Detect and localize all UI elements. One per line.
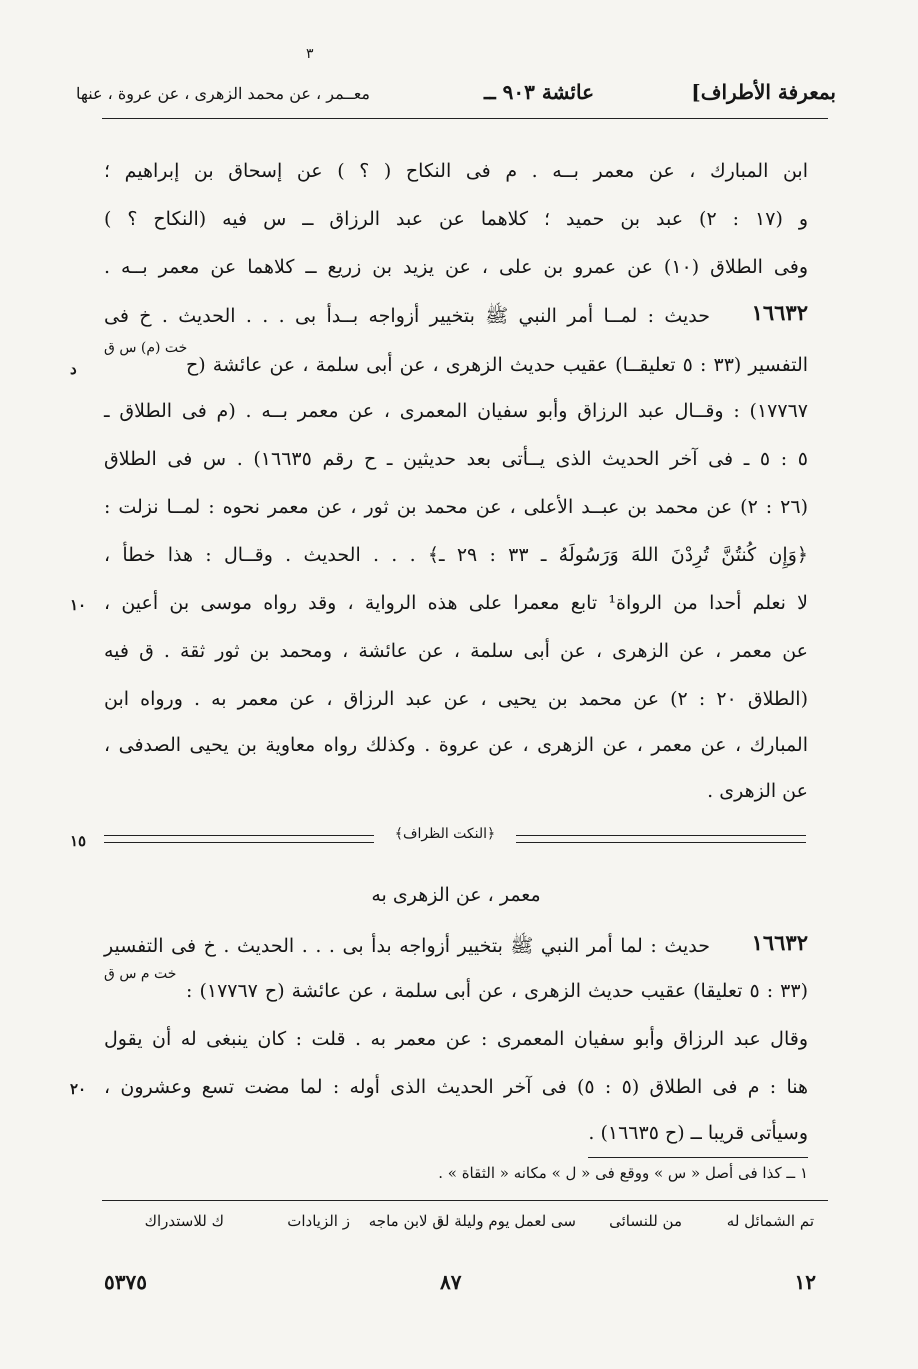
page-number-center: ٨٧ [440, 1270, 462, 1294]
divider-label: ﴿النكت الظراف﴾ [394, 826, 496, 842]
nukat-line-5: وسيأتى قريبا ــ (ح ١٦٦٣٥) . [588, 1122, 808, 1144]
running-head [75, 74, 836, 114]
body-line-8: (٢٦ : ٢) عن محمد بن عبــد الأعلى ، عن محمد بن ثور ، عن معمر نحوه : لمــا نزلت : [104, 496, 808, 518]
running-head-chain: معــمر ، عن محمد الزهرى ، عن عروة ، عنها [75, 84, 370, 103]
running-head-book: بمعرفة الأطراف] [691, 80, 836, 104]
line-number-10: ١٠ [70, 596, 87, 614]
legend-rule [102, 1200, 828, 1201]
body-line-14: عن الزهرى . [707, 780, 808, 802]
body-line-13: المبارك ، عن معمر ، عن الزهرى ، عن عروة . وكذلك رواه معاوية بن يحيى الصدفى ، [104, 734, 808, 756]
record-number-2: ١٦٦٣٢ [751, 930, 808, 955]
body-line-12: (الطلاق ٢٠ : ٢) عن محمد بن يحيى ، عن عبد الرزاق ، عن معمر به . ورواه ابن [104, 688, 808, 710]
body-line-10: لا نعلم أحدا من الرواة¹ تابع معمرا على هذه الرواية ، وقد رواه موسى بن أعين ، [104, 592, 809, 614]
header-rule [102, 118, 828, 119]
body-line-7: ٥ : ٥ ـ فى آخر الحديث الذى يــأتى بعد حديثين ـ ح رقم ١٦٦٣٥) . س فى الطلاق [104, 448, 808, 470]
section-divider [104, 826, 806, 854]
body-line-2: و (١٧ : ٢) عبد بن حميد ؛ كلاهما عن عبد الرزاق ــ س فيه (النكاح ؟ ) [104, 208, 809, 230]
footnote: ١ ــ كذا فى أصل « س » ووقع فى « ل » مكانه « الثقاة » . [438, 1164, 808, 1182]
body-line-4: حديث : لمــا أمر النبي ﷺ بتخيير أزواجه بــدأ بى . . . الحديث . خ فى [104, 305, 710, 327]
legend-item-sn: من للنسائى [609, 1212, 682, 1230]
body-line-5: التفسير (٣٣ : ٥ تعليقــا) عقيب حديث الزهرى ، عن أبى سلمة ، عن عائشة (ح [186, 354, 809, 376]
nukat-line-4: هنا : م فى الطلاق (٥ : ٥) فى آخر الحديث الذى أوله : لما مضت تسع وعشرون ، [104, 1076, 809, 1098]
body-line-6: ١٧٧٦٧) : وقــال عبد الرزاق وأبو سفيان المعمرى ، عن معمر بــه . (م فى الطلاق ـ [104, 400, 808, 422]
body-line-3: وفى الطلاق (١٠) عن عمرو بن على ، عن يزيد بن زريع ــ كلاهما عن معمر بــه . [104, 256, 808, 278]
margin-letter: د [70, 360, 77, 378]
body-line-11: عن معمر ، عن الزهرى ، عن أبى سلمة ، عن عائشة ، ومحمد بن ثور ثقة . ق فيه [104, 640, 808, 662]
top-mark: ٣ [306, 46, 314, 62]
margin-sigla-1: خت (م) س ق [104, 340, 188, 356]
body-line-9: ﴿وَإِن كُنتُنَّ تُرِدْنَ اللهَ وَرَسُولَهُ ـ ٣٣ : ٢٩ ـ﴾ . . . الحديث . وقــال : هذا خطأ ، [104, 544, 808, 566]
nukat-line-1: حديث : لما أمر النبي ﷺ بتخيير أزواجه بدأ بى . . . الحديث . خ فى التفسير [104, 935, 710, 957]
section-heading: معمر ، عن الزهرى به [371, 884, 541, 906]
legend-item-k: ك للاستدراك [144, 1212, 224, 1230]
body-line-1: ابن المبارك ، عن معمر بــه . م فى النكاح ( ؟ ) عن إسحاق بن إبراهيم ؛ [104, 160, 808, 182]
nukat-line-3: وقال عبد الرزاق وأبو سفيان المعمرى : عن معمر به . قلت : كان ينبغى له أن يقول [104, 1028, 808, 1050]
page-number-right: ١٢ [794, 1270, 816, 1294]
legend-item-sy: سى لعمل يوم وليلة له [436, 1212, 576, 1230]
page-number-left: ٥٣٧٥ [104, 1270, 147, 1294]
line-number-15: ١٥ [70, 832, 87, 850]
record-number-1: ١٦٦٣٢ [751, 300, 808, 325]
legend-item-z: ز الزيادات [287, 1212, 350, 1230]
footnote-rule [588, 1157, 808, 1158]
line-number-20: ٢٠ [70, 1080, 87, 1098]
nukat-line-2: (٣٣ : ٥ تعليقا) عقيب حديث الزهرى ، عن أبى سلمة ، عن عائشة (ح ١٧٧٦٧) : [186, 980, 809, 1002]
legend-item-tm: تم الشمائل له [726, 1212, 814, 1230]
legend-item-q: ق لابن ماجه [368, 1212, 444, 1230]
running-head-title: عائشة ٩٠٣ ــ [483, 80, 594, 104]
margin-sigla-2: خت م س ق [104, 966, 177, 982]
